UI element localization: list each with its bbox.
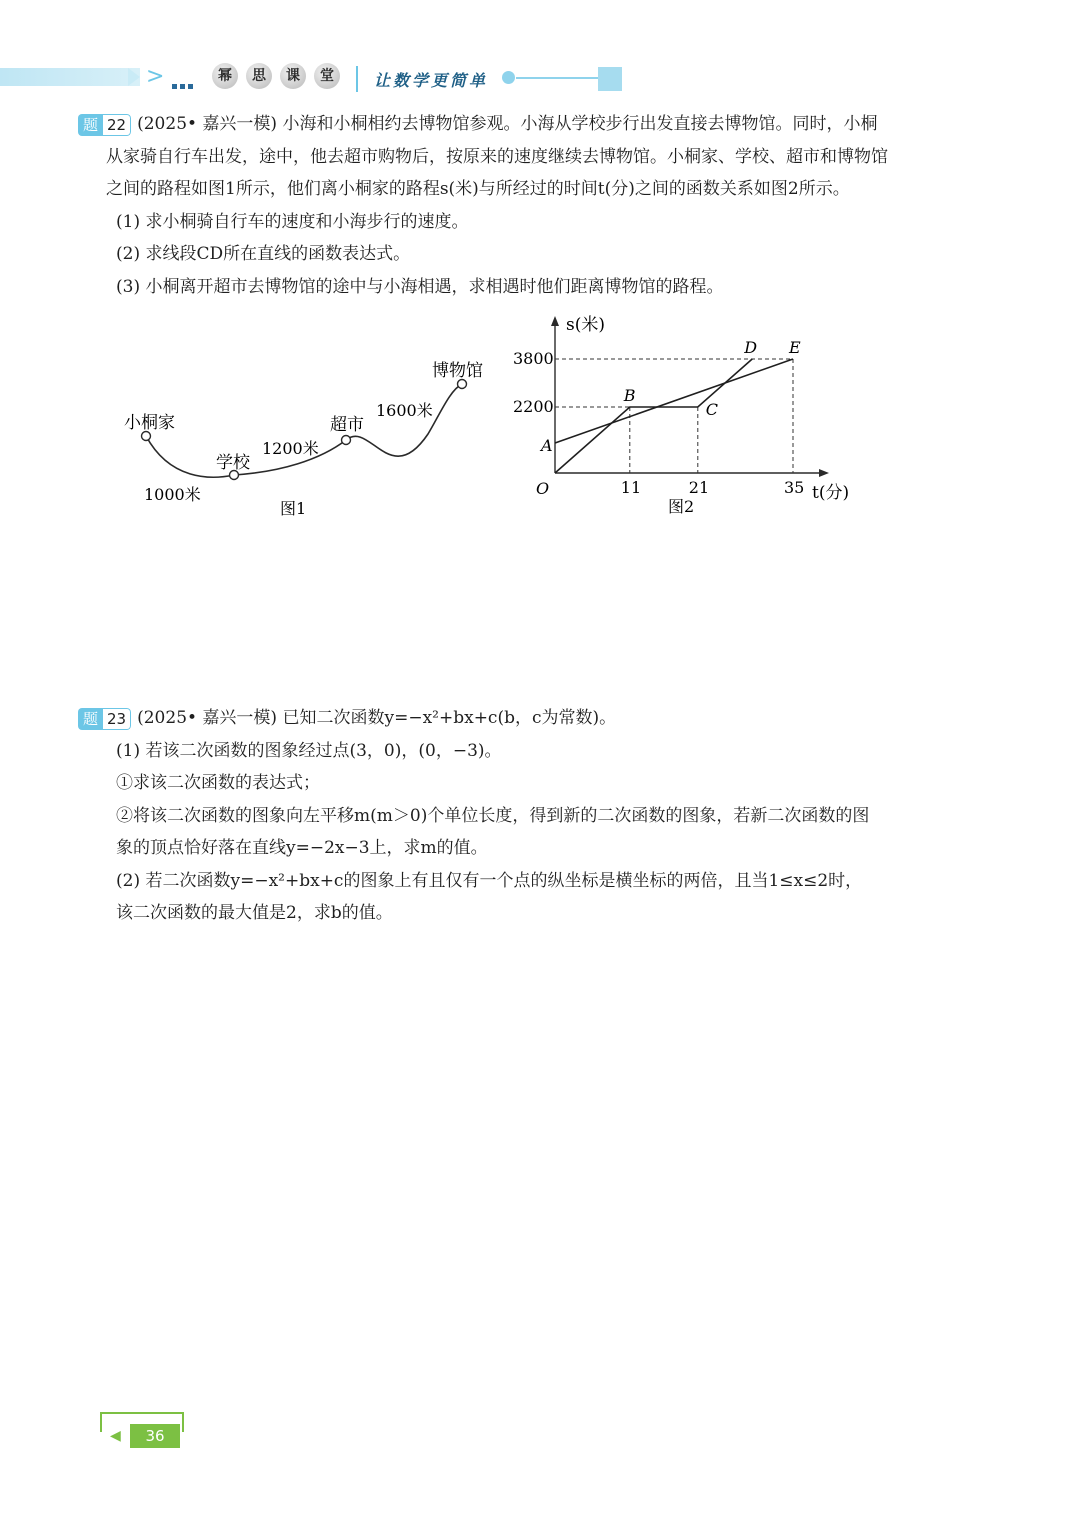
stem-line: 之间的路程如图1所示，他们离小桐家的路程s(米)与所经过的时间t(分)之间的函数关系如图2所示。 bbox=[106, 179, 850, 199]
brand-char: 幂 bbox=[212, 63, 238, 89]
question-part: (1) 求小桐骑自行车的速度和小海步行的速度。 bbox=[116, 211, 469, 232]
stem-line: 从家骑自行车出发，途中，他去超市购物后，按原来的速度继续去博物馆。小桐家、学校、超市和博物馆 bbox=[106, 146, 888, 167]
page-footer bbox=[100, 1412, 184, 1452]
page-header bbox=[0, 62, 640, 96]
header-circle-icon bbox=[502, 71, 515, 84]
question-22 bbox=[78, 108, 958, 303]
point-label: D bbox=[744, 338, 758, 357]
distance-home-school: 1000米 bbox=[144, 485, 201, 504]
header-bar bbox=[0, 68, 140, 86]
question-22-stem bbox=[78, 108, 958, 141]
header-arrow-icon bbox=[128, 68, 140, 86]
museum-label: 博物馆 bbox=[432, 361, 483, 381]
series-line bbox=[555, 359, 752, 473]
point-label: A bbox=[541, 436, 553, 455]
question-part: (2) 求线段CD所在直线的函数表达式。 bbox=[116, 244, 411, 264]
question-tag bbox=[78, 708, 131, 730]
distance-market-museum: 1600米 bbox=[376, 401, 433, 420]
chevron-right-icon: > bbox=[146, 64, 165, 89]
x-axis-label: t(分) bbox=[812, 483, 850, 503]
question-number: 23 bbox=[103, 708, 131, 730]
brand-char: 课 bbox=[280, 63, 306, 89]
page-number: 36 bbox=[130, 1424, 180, 1448]
y-tick-label: 3800 bbox=[513, 349, 554, 368]
school-label: 学校 bbox=[216, 453, 250, 473]
question-source: (2025• 嘉兴一模) bbox=[137, 114, 278, 134]
point-label: B bbox=[623, 386, 636, 405]
series-line bbox=[555, 359, 793, 443]
plug-icon: ◀ bbox=[110, 1428, 121, 1444]
question-tag-label: 题 bbox=[78, 708, 103, 730]
header-slogan: 让数学更简单 bbox=[374, 71, 489, 90]
header-dots bbox=[172, 74, 196, 93]
y-axis-arrow-icon bbox=[551, 316, 559, 326]
route-map bbox=[110, 350, 510, 530]
distance-school-market: 1200米 bbox=[262, 439, 319, 458]
x-tick-label: 21 bbox=[688, 478, 710, 497]
header-line bbox=[516, 77, 600, 79]
brand-name bbox=[212, 63, 348, 89]
brand-char: 思 bbox=[246, 63, 272, 89]
question-part: (1) 若该二次函数的图象经过点(3，0)，(0，−3)。 bbox=[116, 740, 502, 761]
header-box bbox=[598, 67, 622, 91]
question-part-cont: 该二次函数的最大值是2，求b的值。 bbox=[116, 903, 393, 923]
y-tick-label: 2200 bbox=[513, 397, 554, 416]
header-separator bbox=[356, 66, 358, 92]
question-23-stem bbox=[78, 702, 958, 735]
origin-label: O bbox=[536, 479, 550, 498]
figure-1-caption: 图1 bbox=[280, 499, 307, 518]
stem-line: 小海和小桐相约去博物馆参观。小海从学校步行出发直接去博物馆。同时，小桐 bbox=[277, 114, 878, 134]
x-tick-label: 11 bbox=[620, 478, 642, 497]
home-label: 小桐家 bbox=[124, 413, 175, 433]
point-label: C bbox=[705, 400, 719, 419]
x-tick-label: 35 bbox=[784, 478, 805, 497]
question-part: (3) 小桐离开超市去博物馆的途中与小海相遇，求相遇时他们距离博物馆的路程。 bbox=[116, 276, 724, 297]
figure-1 bbox=[110, 350, 510, 530]
question-subpart-cont: 象的顶点恰好落在直线y=−2x−3上，求m的值。 bbox=[116, 838, 488, 858]
question-subpart: ②将该二次函数的图象向左平移m(m＞0)个单位长度，得到新的二次函数的图象，若新二次函数的图 bbox=[116, 805, 870, 826]
x-axis-arrow-icon bbox=[819, 469, 829, 477]
distance-time-chart bbox=[500, 310, 870, 525]
stem-text: 已知二次函数y=−x²+bx+c(b，c为常数)。 bbox=[277, 708, 617, 728]
question-23 bbox=[78, 702, 958, 930]
market-label: 超市 bbox=[330, 415, 364, 435]
figure-2 bbox=[500, 310, 870, 525]
y-axis-label: s(米) bbox=[566, 315, 605, 335]
question-tag bbox=[78, 114, 131, 136]
question-subpart: ①求该二次函数的表达式； bbox=[116, 773, 320, 793]
question-source: (2025• 嘉兴一模) bbox=[137, 708, 278, 728]
brand-char: 堂 bbox=[314, 63, 340, 89]
question-number: 22 bbox=[103, 114, 131, 136]
question-part: (2) 若二次函数y=−x²+bx+c的图象上有且仅有一个点的纵坐标是横坐标的两倍，且当1≤x≤2时， bbox=[116, 870, 863, 891]
route-curve bbox=[146, 384, 462, 477]
question-tag-label: 题 bbox=[78, 114, 103, 136]
figure-2-caption: 图2 bbox=[668, 497, 695, 516]
point-label: E bbox=[789, 338, 801, 357]
market-point bbox=[342, 436, 351, 445]
